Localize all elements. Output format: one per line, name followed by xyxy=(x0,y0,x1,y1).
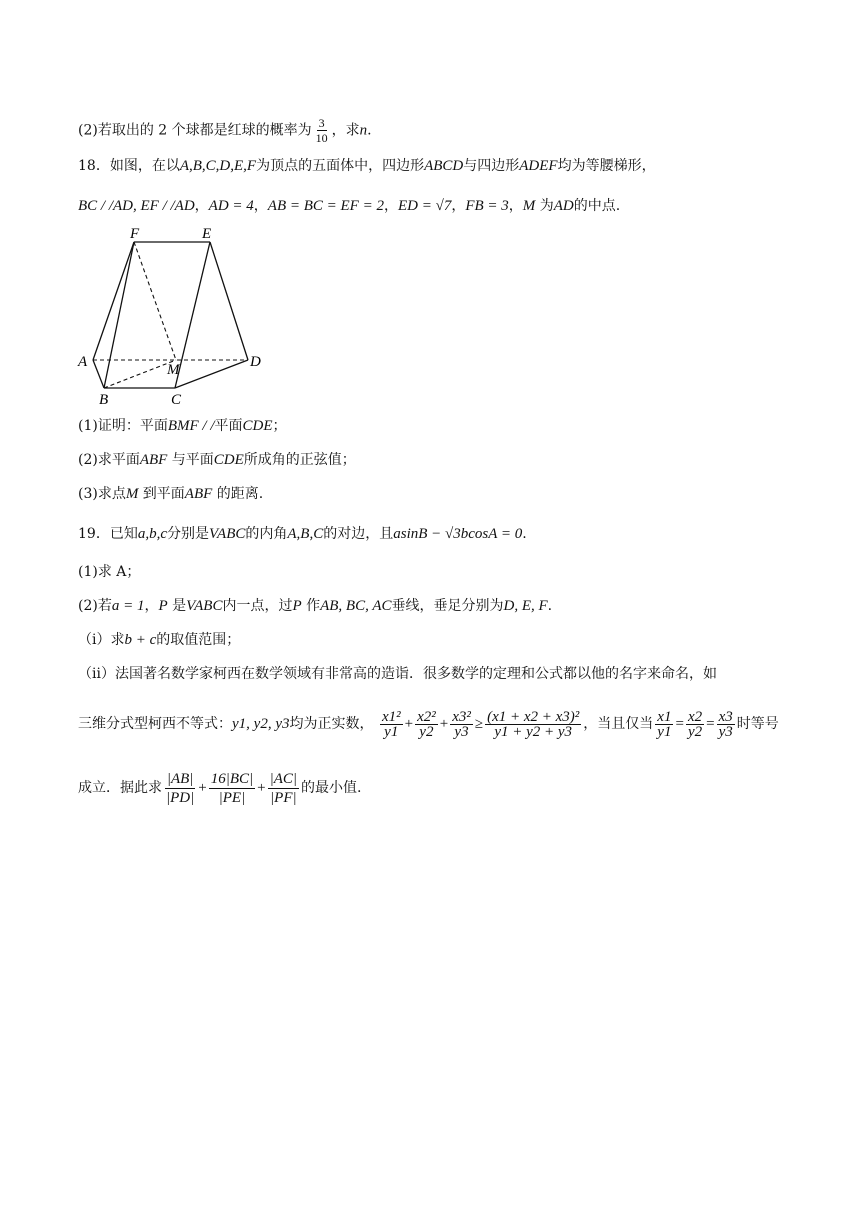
math: AD xyxy=(553,198,574,214)
text: ， xyxy=(144,598,159,614)
equality-term-1 xyxy=(655,710,673,739)
math: VABC xyxy=(186,598,223,614)
numerator: x1² xyxy=(381,708,401,725)
text: 成立．据此求 xyxy=(78,780,162,796)
math: ED = √7 xyxy=(397,198,452,214)
q19-sub2-ii-line1 xyxy=(78,664,717,684)
text: ， xyxy=(383,198,398,214)
pentahedron-figure xyxy=(70,222,270,407)
q19-sub2 xyxy=(78,596,552,616)
math: ABF xyxy=(184,486,213,502)
math: BC / /AD, EF / /AD xyxy=(78,198,195,214)
numerator: x2² xyxy=(417,708,436,725)
cauchy-term-3 xyxy=(450,710,473,739)
text: 作 xyxy=(306,598,321,614)
text: 时等号 xyxy=(736,716,779,732)
text: 均为正实数， xyxy=(289,716,374,732)
numerator: x3² xyxy=(452,708,471,725)
denominator: y3 xyxy=(718,723,733,740)
denominator: |PE| xyxy=(218,789,246,806)
text: ； xyxy=(272,418,287,434)
text: . xyxy=(547,598,553,614)
text: 所成角的正弦值； xyxy=(243,452,356,468)
q19-sub2-ii-line2: 三维分式型柯西不等式：y1, y2, y3均为正实数， $\frac{\text{x1²}}{y1}$ + $\frac{\text{x2²}}{y2}$ + $\frac{\text{x3²}}{y3}$ ≥ $\frac{\text{(x1 + x2 + x3)²}}{y1 + y2 + y3}$ ，当且仅当 $\frac{x1}{y1}$ = $\frac{x2}{y2}$ = $\frac{x3}{y3}$ 时等号 xyxy=(78,708,779,740)
math: AD = 4 xyxy=(208,198,254,214)
math: D, E, F xyxy=(503,598,548,614)
fraction-3-10 xyxy=(314,116,330,145)
math: FB = 3 xyxy=(465,198,509,214)
text: . xyxy=(522,526,527,542)
edge-AB xyxy=(93,360,104,388)
math: asinB − √3bcosA = 0 xyxy=(393,526,523,542)
edge-CD xyxy=(175,360,248,388)
text: (3)求点 xyxy=(78,486,126,502)
q19-sub1 xyxy=(78,562,140,582)
math: a,b,c xyxy=(137,526,167,542)
math: CDE xyxy=(242,418,273,434)
numerator: 3 xyxy=(318,116,325,130)
text: 垂线，垂足分别为 xyxy=(391,598,504,614)
text: 到平面 xyxy=(142,486,185,502)
text: ， xyxy=(253,198,268,214)
math: y1, y2, y3 xyxy=(232,716,290,732)
numerator: x1 xyxy=(657,708,672,725)
text: 与四边形 xyxy=(463,158,520,174)
math: A,B,C xyxy=(287,526,324,542)
text: 的对边，且 xyxy=(323,526,394,542)
text: 的中点. xyxy=(573,198,621,214)
ratio-AB-PD xyxy=(164,770,196,807)
math: M xyxy=(125,486,139,502)
ratio-AC-PF xyxy=(268,770,299,807)
text: 的取值范围； xyxy=(156,632,241,648)
text: 18．如图，在以 xyxy=(78,158,180,174)
q18-sub1 xyxy=(78,416,287,436)
question-text: ，求 xyxy=(331,122,360,139)
q19-sub2-i xyxy=(78,630,240,650)
label-F: F xyxy=(130,226,140,242)
text: (1)求 A； xyxy=(78,564,141,580)
label-E: E xyxy=(202,226,212,242)
math: AB, BC, AC xyxy=(320,598,392,614)
edge-EC xyxy=(175,242,210,388)
math: AB = BC = EF = 2 xyxy=(267,198,384,214)
equality-term-2 xyxy=(686,710,704,739)
text: 均为等腰梯形， xyxy=(557,158,656,174)
cauchy-term-2 xyxy=(415,710,438,739)
text: 的最小值. xyxy=(301,780,362,796)
denominator: y3 xyxy=(454,723,469,740)
text: 是 xyxy=(172,598,187,614)
denominator: |PD| xyxy=(166,789,195,806)
question-text: (2)若取出的 2 个球都是红球的概率为 xyxy=(78,122,312,139)
numerator: x2 xyxy=(687,708,703,725)
denominator: y1 + y2 + y3 xyxy=(494,723,573,740)
numerator: (x1 + x2 + x3)² xyxy=(487,708,580,725)
q18-line1 xyxy=(78,156,656,176)
math: P xyxy=(292,598,302,614)
text: 19．已知 xyxy=(78,526,138,542)
math: P xyxy=(158,598,168,614)
text: 为顶点的五面体中，四边形 xyxy=(256,158,425,174)
q18-line2 xyxy=(78,196,620,216)
text: ， xyxy=(508,198,523,214)
ratio-16BC-PE xyxy=(209,770,255,807)
text: 与平面 xyxy=(171,452,214,468)
math: M xyxy=(522,198,536,214)
text: 的内角 xyxy=(245,526,288,542)
numerator: 16|BC| xyxy=(210,770,254,787)
denominator: y2 xyxy=(687,723,703,740)
math: BMF / / xyxy=(167,418,215,434)
math: A,B,C,D,E,F xyxy=(179,158,257,174)
math: CDE xyxy=(213,452,244,468)
text: 为 xyxy=(539,198,554,214)
variable-n: n xyxy=(359,122,368,139)
text: 平面 xyxy=(214,418,243,434)
denominator: 10 xyxy=(315,131,328,145)
text: 的距离. xyxy=(216,486,264,502)
denominator: |PF| xyxy=(270,789,297,806)
text: (2)求平面 xyxy=(78,452,140,468)
text: ， xyxy=(451,198,466,214)
numerator: |AB| xyxy=(166,770,194,787)
text: 分别是 xyxy=(167,526,209,542)
equality-term-3 xyxy=(717,710,735,739)
q19-sub2-ii-line3: 成立．据此求 $\frac{|AB|}{|PD|}$ + $\frac{16|BC|}{|PE|}$ + $\frac{|AC|}{|PF|}$ 的最小值. xyxy=(78,770,362,806)
label-D: D xyxy=(250,354,261,370)
q18-sub2 xyxy=(78,450,356,470)
denominator: y1 xyxy=(384,723,399,740)
label-B: B xyxy=(99,392,109,407)
math: ADEF xyxy=(519,158,558,174)
math: VABC xyxy=(209,526,246,542)
text: (2)若 xyxy=(78,598,112,614)
q19-line1 xyxy=(78,524,527,544)
math: ABF xyxy=(139,452,168,468)
label-M: M xyxy=(167,362,180,378)
punctuation: . xyxy=(367,122,372,139)
math: a = 1 xyxy=(111,598,145,614)
text: （ⅰ）求 xyxy=(78,632,125,648)
text: (1)证明：平面 xyxy=(78,418,168,434)
q18-sub3 xyxy=(78,484,263,504)
label-C: C xyxy=(171,392,182,407)
text: （ⅱ）法国著名数学家柯西在数学领域有非常高的造诣．很多数学的定理和公式都以他的名字来命名，如 xyxy=(78,666,717,682)
math: ABCD xyxy=(424,158,464,174)
numerator: x3 xyxy=(718,708,733,725)
text: 三维分式型柯西不等式： xyxy=(78,716,232,732)
cauchy-term-1 xyxy=(380,710,403,739)
part2-probability-question xyxy=(78,116,372,145)
denominator: y1 xyxy=(657,723,672,740)
denominator: y2 xyxy=(419,723,434,740)
edge-ED xyxy=(210,242,248,360)
text: 内一点，过 xyxy=(222,598,293,614)
edge-FM-dashed xyxy=(134,242,176,360)
text: ， xyxy=(194,198,209,214)
edge-BM-dashed xyxy=(104,360,176,388)
math: b + c xyxy=(124,632,157,648)
label-A: A xyxy=(78,354,88,370)
numerator: |AC| xyxy=(269,770,298,787)
cauchy-rhs xyxy=(485,710,581,739)
text: ，当且仅当 xyxy=(583,716,654,732)
